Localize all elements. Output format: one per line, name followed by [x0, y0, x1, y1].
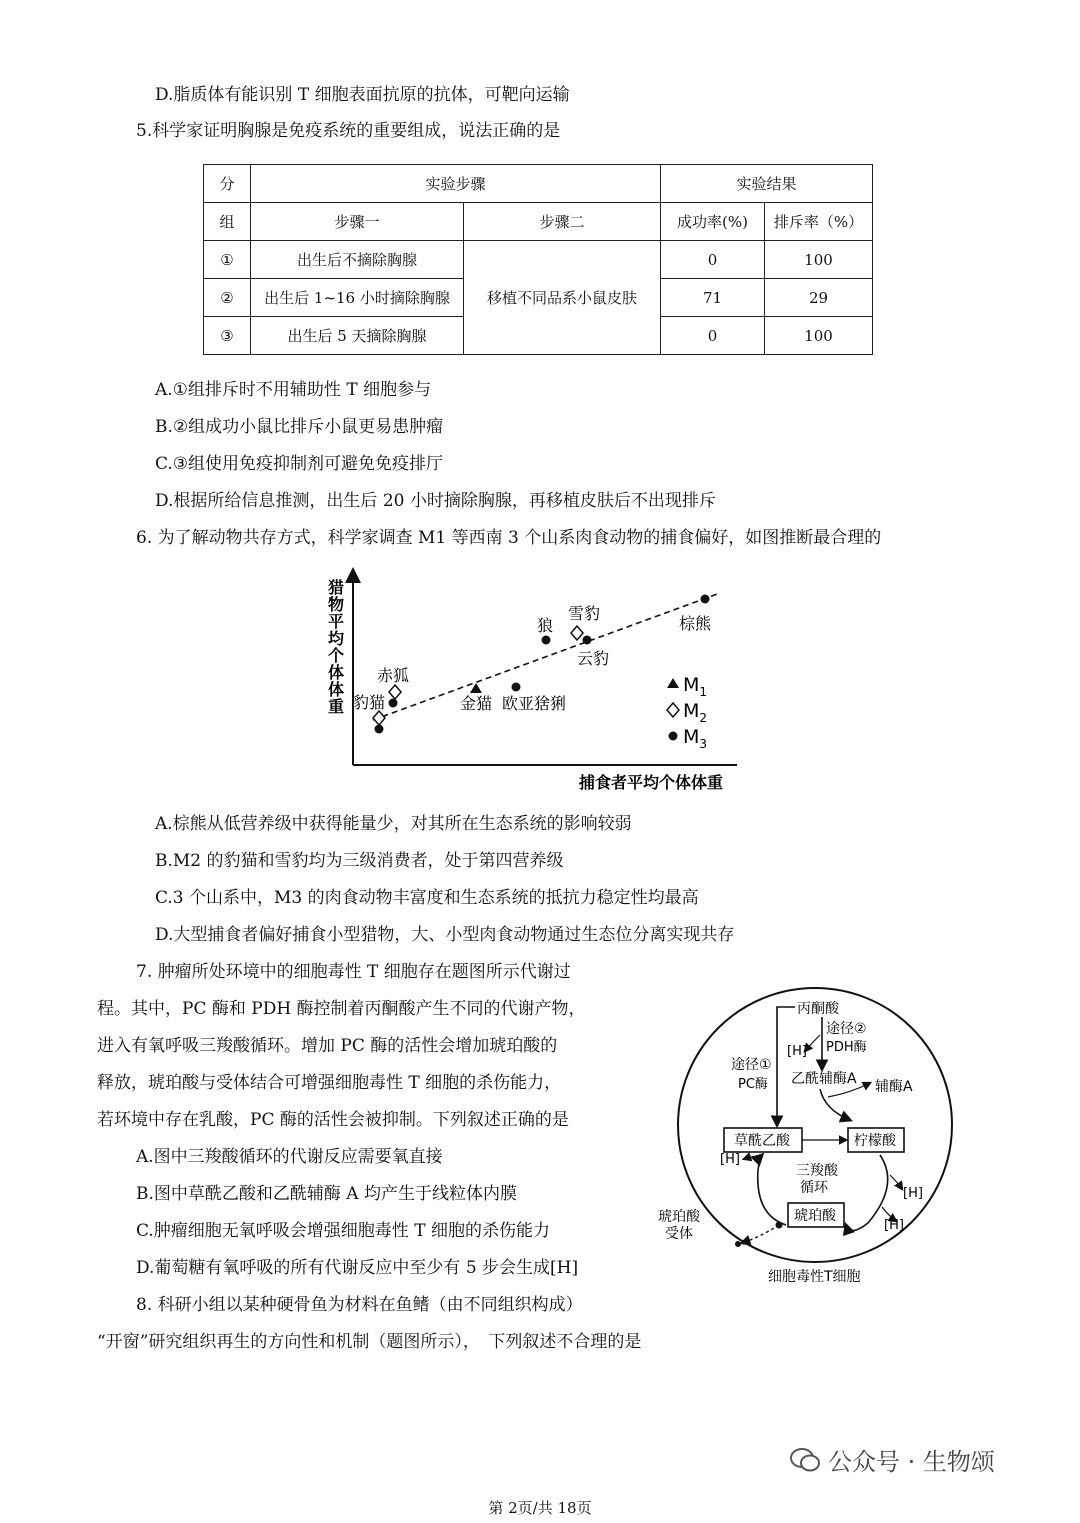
legend-marker-m1: [667, 678, 679, 688]
legend-label-m3: $M_3$: [683, 726, 708, 751]
q6-option-d: D.大型捕食者偏好捕食小型猎物，大、小型肉食动物通过生态位分离实现共存: [155, 925, 735, 945]
label-h-right2: [H]: [884, 1218, 904, 1233]
label-citrate: 柠檬酸: [854, 1133, 896, 1149]
h-steps: 实验步骤: [251, 165, 661, 203]
label-pdh: PDH酶: [826, 1040, 867, 1055]
q7-stem-line: 7. 肿瘤所处环境中的细胞毒性 T 细胞存在题图所示代谢过: [136, 962, 571, 982]
y-axis-label: 猎物平均个体体重: [325, 579, 345, 715]
point-leopardcat-m3-a: [389, 699, 398, 708]
q6-option-c: C.3 个山系中，M3 的肉食动物丰富度和生态系统的抵抗力稳定性均最高: [155, 888, 699, 908]
q7-option-c: C.肿瘤细胞无氧呼吸会增强细胞毒性 T 细胞的杀伤能力: [136, 1221, 550, 1241]
wechat-icon: [790, 1447, 820, 1473]
point-cloudedleopard-m3: [583, 636, 592, 645]
label-clouded-leopard: 云豹: [577, 649, 610, 668]
label-h-right1: [H]: [903, 1186, 923, 1201]
cell-success: 0: [661, 317, 765, 355]
label-succinate: 琥珀酸: [794, 1208, 836, 1224]
q8-line1: 8. 科研小组以某种硬骨鱼为材料在鱼鳍（由不同组织构成）: [136, 1295, 583, 1315]
legend-marker-m2: [667, 703, 679, 717]
label-fox: 赤狐: [377, 666, 410, 685]
q4-option-d: D.脂质体有能识别 T 细胞表面抗原的抗体，可靶向运输: [155, 85, 570, 105]
q7-option-a: A.图中三羧酸循环的代谢反应需要氧直接: [136, 1147, 443, 1167]
q8-line2: “开窗”研究组织再生的方向性和机制（题图所示）， 下列叙述不合理的是: [97, 1332, 642, 1352]
label-h-top: [H]: [787, 1044, 807, 1059]
h-reject: 排斥率（%）: [765, 203, 873, 241]
x-axis-label: 捕食者平均个体体重: [579, 773, 724, 792]
cell-group: ①: [204, 241, 251, 279]
cell-group: ③: [204, 317, 251, 355]
q5-option-b: B.②组成功小鼠比排斥小鼠更易患肿瘤: [155, 417, 444, 437]
q6-stem: 6. 为了解动物共存方式，科学家调查 M1 等西南 3 个山系肉食动物的捕食偏好，如图推断最合理的: [136, 528, 882, 548]
point-leopardcat-m3-b: [375, 725, 384, 734]
q6-option-a: A.棕熊从低营养级中获得能量少，对其所在生态系统的影响较弱: [155, 814, 632, 834]
cell-step1: 出生后 1~16 小时摘除胸腺: [251, 279, 464, 317]
label-cell: 细胞毒性T细胞: [768, 1269, 861, 1285]
label-tca-1: 三羧酸: [796, 1163, 838, 1179]
label-acetyl-coa: 乙酰辅酶A: [791, 1071, 857, 1087]
q6-scatter-chart: [315, 565, 755, 800]
h-step1: 步骤一: [251, 203, 464, 241]
label-receptor-2: 受体: [665, 1226, 693, 1242]
q5-option-a: A.①组排斥时不用辅助性 T 细胞参与: [155, 380, 432, 400]
h-group-1: 分: [204, 165, 251, 203]
legend: [667, 674, 707, 751]
label-oxaloacetate: 草酰乙酸: [734, 1133, 790, 1149]
page-footer: 第 2页/共 18页: [488, 1499, 592, 1517]
label-lynx: 欧亚猞猁: [502, 694, 567, 713]
cell-step2: 移植不同品系小鼠皮肤: [464, 241, 661, 355]
q7-option-d: D.葡萄糖有氧呼吸的所有代谢反应中至少有 5 步会生成[H]: [136, 1258, 579, 1278]
label-coa: 辅酶A: [875, 1079, 913, 1095]
receptor-dot: [735, 1241, 741, 1247]
label-brown-bear: 棕熊: [679, 614, 712, 633]
q5-stem: 5.科学家证明胸腺是免疫系统的重要组成，说法正确的是: [136, 121, 561, 141]
h-success: 成功率(%): [661, 203, 765, 241]
q7-stem-line: 释放，琥珀酸与受体结合可增强细胞毒性 T 细胞的杀伤能力，: [97, 1073, 562, 1093]
q5-option-c: C.③组使用免疫抑制剂可避免免疫排厅: [155, 454, 444, 474]
cell-step1: 出生后不摘除胸腺: [251, 241, 464, 279]
legend-marker-m3: [669, 732, 678, 741]
point-lynx-m3: [512, 683, 521, 692]
q7-stem-line: 程。其中，PC 酶和 PDH 酶控制着丙酮酸产生不同的代谢产物，: [97, 999, 586, 1019]
q7-stem-line: 若环境中存在乳酸，PC 酶的活性会被抑制。下列叙述正确的是: [97, 1110, 569, 1130]
q5-option-d: D.根据所给信息推测，出生后 20 小时摘除胸腺，再移植皮肤后不出现排斥: [155, 491, 716, 511]
cell-success: 71: [661, 279, 765, 317]
point-fox-m2: [389, 685, 401, 699]
cell-reject: 100: [765, 241, 873, 279]
label-tca-2: 循环: [800, 1180, 828, 1196]
q6-option-b: B.M2 的豹猫和雪豹均为三级消费者，处于第四营养级: [155, 851, 564, 871]
legend-label-m2: $M_2$: [683, 700, 708, 725]
q7-option-b: B.图中草酰乙酸和乙酰辅酶 A 均产生于线粒体内膜: [136, 1184, 517, 1204]
q5-table: [203, 164, 873, 355]
label-h-left: [H]: [720, 1152, 740, 1167]
h-group-2: 组: [204, 203, 251, 241]
cell-reject: 29: [765, 279, 873, 317]
cell-reject: 100: [765, 317, 873, 355]
label-snow-leopard: 雪豹: [568, 604, 601, 623]
q7-stem-line: 进入有氧呼吸三羧酸循环。增加 PC 酶的活性会增加琥珀酸的: [97, 1036, 558, 1056]
watermark: [790, 1442, 995, 1477]
h-step2: 步骤二: [464, 203, 661, 241]
label-path2: 途径②: [826, 1021, 867, 1037]
table-row: [204, 241, 873, 279]
legend-label-m1: $M_1$: [683, 674, 708, 699]
cell-step1: 出生后 5 天摘除胸腺: [251, 317, 464, 355]
label-pyruvate: 丙酮酸: [797, 1001, 839, 1017]
point-wolf-m3: [542, 636, 551, 645]
label-wolf: 狼: [537, 616, 554, 635]
h-results: 实验结果: [661, 165, 873, 203]
point-brownbear-m3: [701, 595, 710, 604]
cell-success: 0: [661, 241, 765, 279]
q7-metabolism-diagram: [650, 985, 970, 1290]
cell-group: ②: [204, 279, 251, 317]
label-leopard-cat: 豹猫: [353, 693, 386, 712]
label-golden-cat: 金猫: [460, 694, 493, 713]
label-path1: 途径①: [731, 1057, 772, 1073]
point-snowleopard-m2: [571, 626, 583, 640]
point-leopardcat-m2: [373, 711, 385, 725]
watermark-text: 公众号 · 生物颂: [828, 1448, 995, 1476]
label-pc: PC酶: [738, 1077, 768, 1092]
label-receptor-1: 琥珀酸: [658, 1209, 700, 1225]
